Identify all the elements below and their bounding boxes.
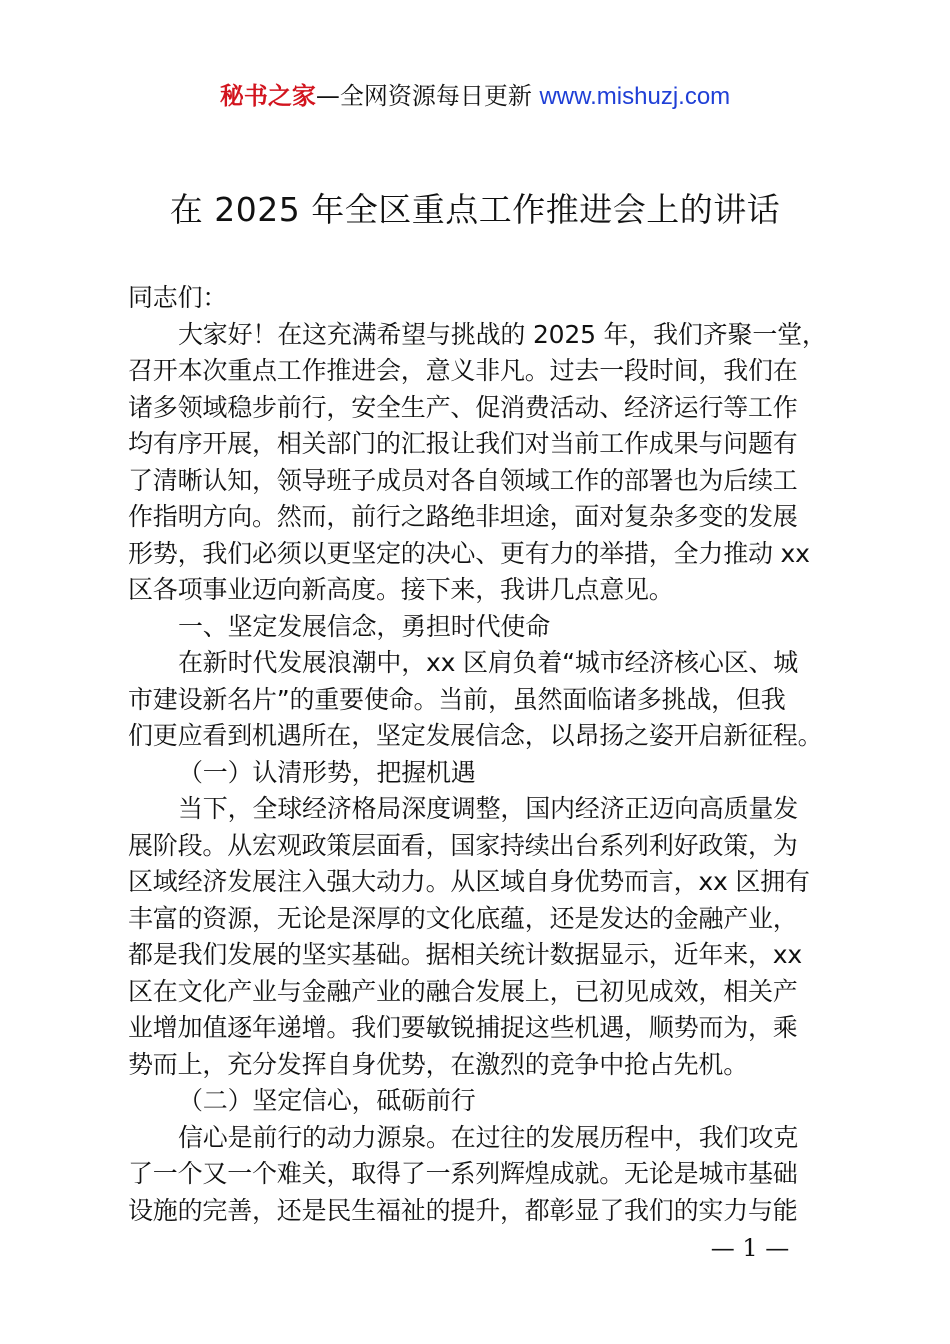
paragraph-line: 信心是前行的动力源泉。在过往的发展历程中，我们攻克	[178, 1122, 799, 1152]
paragraph-line: 形势，我们必须以更坚定的决心、更有力的举措，全力推动 xx	[128, 538, 810, 568]
subsection-heading: （二）坚定信心，砥砺前行	[178, 1086, 476, 1115]
section-heading: 一、坚定发展信念，勇担时代使命	[178, 611, 551, 641]
brand-name: 秘书之家	[219, 82, 316, 110]
paragraph-line: 市建设新名片”的重要使命。当前，虽然面临诸多挑战，但我	[128, 684, 786, 714]
paragraph-line: 们更应看到机遇所在，坚定发展信念，以昂扬之姿开启新征程。	[128, 721, 823, 750]
salutation-line: 同志们：	[128, 283, 228, 312]
paragraph-line: 召开本次重点工作推进会，意义非凡。过去一段时间，我们在	[128, 356, 798, 385]
document-title: 在 2025 年全区重点工作推进会上的讲话	[169, 190, 781, 229]
paragraph-line: 大家好！在这充满希望与挑战的 2025 年，我们齐聚一堂，	[178, 319, 827, 349]
paragraph-line: 展阶段。从宏观政策层面看，国家持续出台系列利好政策，为	[128, 830, 798, 860]
paragraph-line: 了清晰认知，领导班子成员对各自领域工作的部署也为后续工	[128, 465, 798, 495]
page-number: — 1 —	[710, 1234, 790, 1262]
paragraph-line: 业增加值逐年递增。我们要敏锐捕捉这些机遇，顺势而为，乘	[128, 1013, 798, 1042]
paragraph-line: 当下，全球经济格局深度调整，国内经济正迈向高质量发	[178, 794, 799, 823]
paragraph-line: 了一个又一个难关，取得了一系列辉煌成就。无论是城市基础	[128, 1159, 798, 1188]
paragraph-line: 设施的完善，还是民生福祉的提升，都彰显了我们的实力与能	[128, 1195, 798, 1225]
document-body	[128, 280, 838, 1229]
site-url-link[interactable]: www.mishuzj.com	[539, 83, 731, 110]
paragraph-line: 势而上，充分发挥自身优势，在激烈的竞争中抢占先机。	[128, 1049, 749, 1079]
site-header	[0, 80, 950, 113]
paragraph-line: 区在文化产业与金融产业的融合发展上，已初见成效，相关产	[128, 976, 798, 1006]
paragraph-line: 均有序开展，相关部门的汇报让我们对当前工作成果与问题有	[128, 429, 798, 458]
subsection-heading: （一）认清形势，把握机遇	[178, 757, 476, 787]
paragraph-line: 区域经济发展注入强大动力。从区域自身优势而言，xx 区拥有	[128, 867, 810, 896]
paragraph-line: 区各项事业迈向新高度。接下来，我讲几点意见。	[128, 575, 674, 604]
paragraph-line: 诸多领域稳步前行，安全生产、促消费活动、经济运行等工作	[128, 392, 798, 422]
paragraph-line: 都是我们发展的坚实基础。据相关统计数据显示，近年来，xx	[128, 940, 802, 969]
paragraph-line: 作指明方向。然而，前行之路绝非坦途，面对复杂多变的发展	[128, 502, 798, 531]
paragraph-line: 丰富的资源，无论是深厚的文化底蕴，还是发达的金融产业，	[128, 903, 798, 933]
paragraph-line: 在新时代发展浪潮中，xx 区肩负着“城市经济核心区、城	[178, 648, 799, 677]
header-slogan: —全网资源每日更新	[315, 82, 532, 110]
